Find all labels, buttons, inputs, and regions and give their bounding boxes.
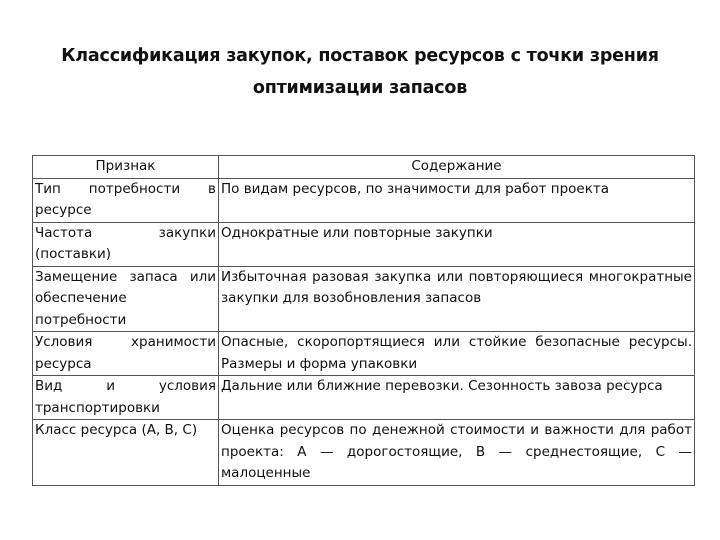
header-feature: Признак xyxy=(33,156,219,179)
table-row xyxy=(33,266,695,332)
table-header-row xyxy=(33,156,695,179)
content-cell: Избыточная разовая закупка или повторяющиеся многократные закупки для возобновления запасов xyxy=(219,266,695,332)
feature-cell: Замещение запаса или обеспечение потребности xyxy=(33,266,219,332)
table-row xyxy=(33,420,695,486)
table-row xyxy=(33,332,695,376)
header-content: Содержание xyxy=(219,156,695,179)
feature-cell: Условия хранимости ресурса xyxy=(33,332,219,376)
content-cell: Однократные или повторные закупки xyxy=(219,222,695,266)
feature-cell: Вид и условия транспортировки xyxy=(33,376,219,420)
table-row xyxy=(33,376,695,420)
content-cell: По видам ресурсов, по значимости для работ проекта xyxy=(219,178,695,222)
table-row xyxy=(33,178,695,222)
content-cell: Оценка ресурсов по денежной стоимости и важности для работ проекта: А — дорогостоящие, В — среднестоящие, С — малоценные xyxy=(219,420,695,486)
classification-table xyxy=(32,155,695,486)
feature-cell: Класс ресурса (А, В, С) xyxy=(33,420,219,486)
content-cell: Опасные, скоропортящиеся или стойкие безопасные ресурсы. Размеры и форма упаковки xyxy=(219,332,695,376)
content-cell: Дальние или ближние перевозки. Сезонность завоза ресурса xyxy=(219,376,695,420)
page-title: Классификация закупок, поставок ресурсов с точки зрения оптимизации запасов xyxy=(61,46,659,98)
feature-cell: Тип потребности в ресурсе xyxy=(33,178,219,222)
table-row xyxy=(33,222,695,266)
feature-cell: Частота закупки (поставки) xyxy=(33,222,219,266)
